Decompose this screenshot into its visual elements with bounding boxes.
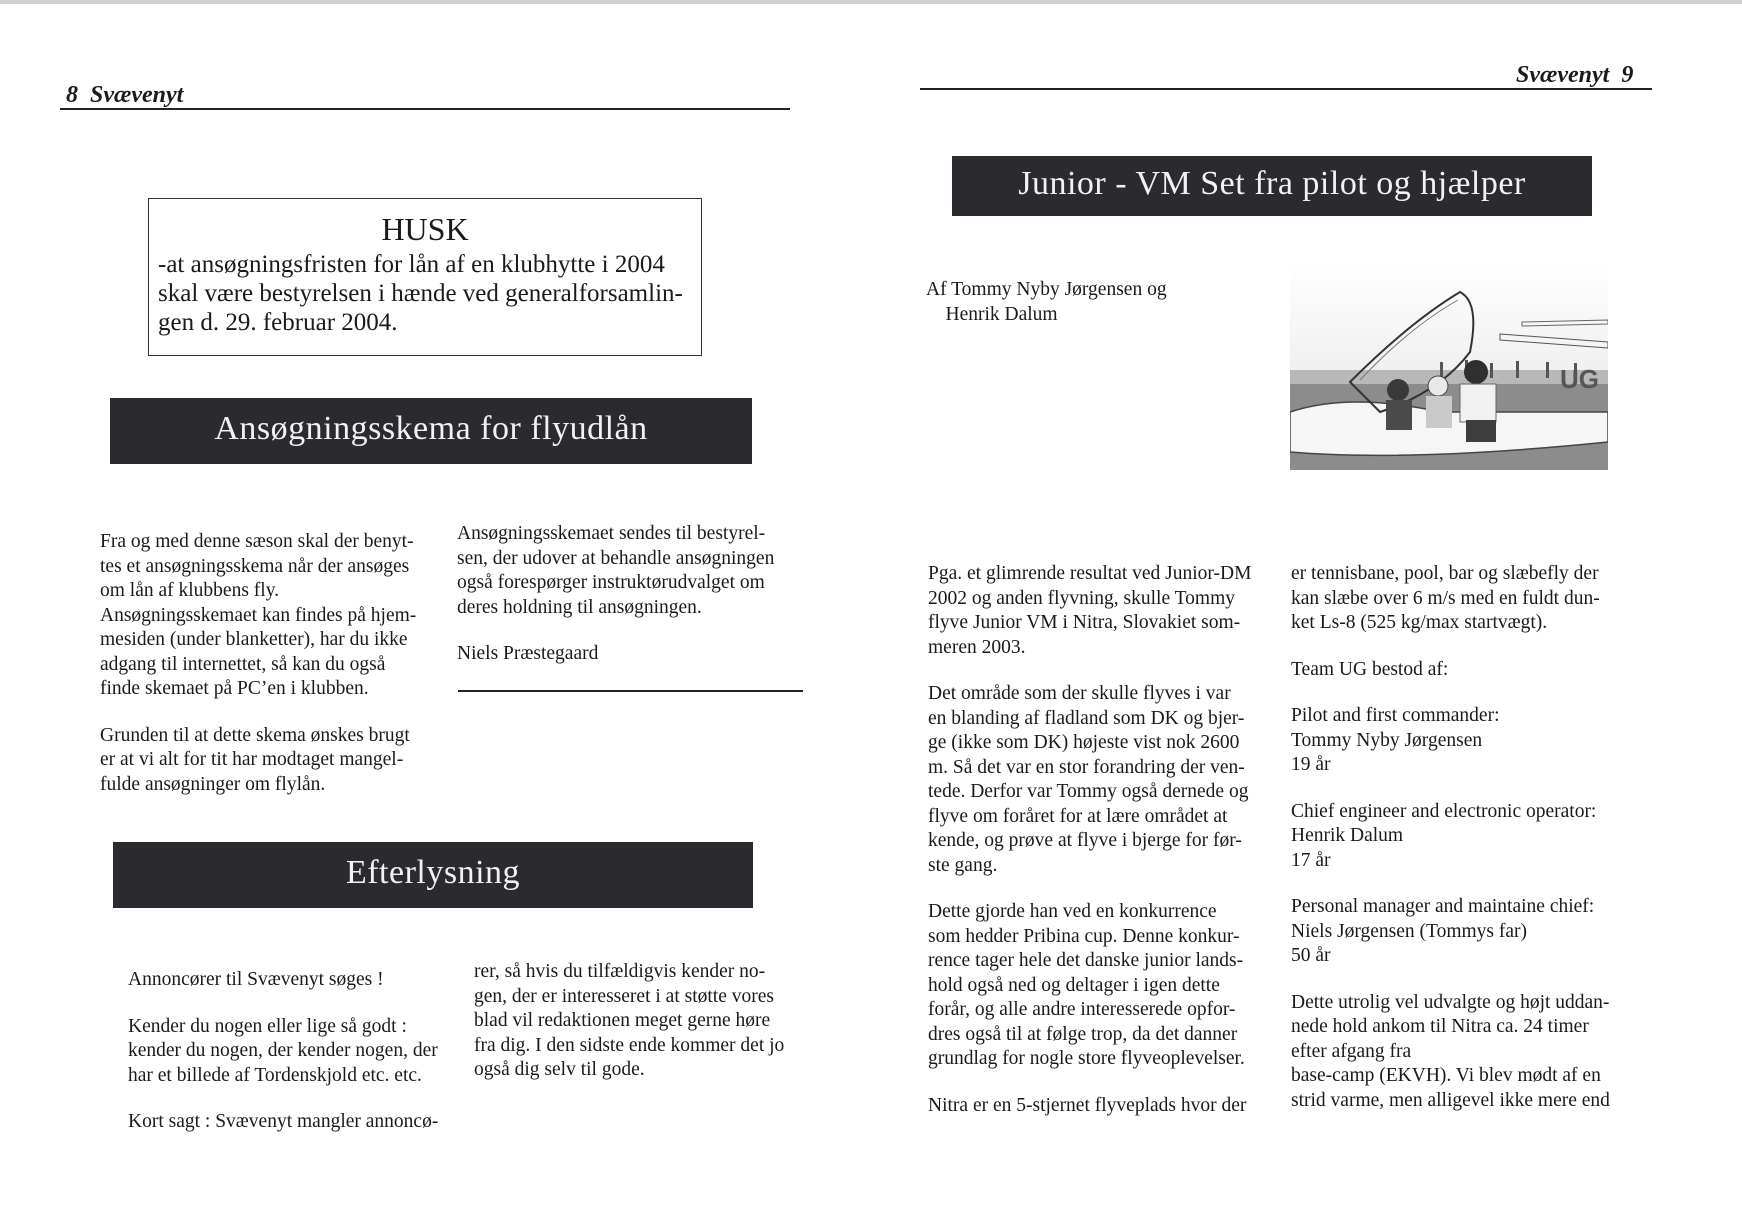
section-banner-efterlysning [113,842,753,908]
efterlysning-column-2 [474,960,824,1105]
team-member-pilot: Pilot and first commander: Tommy Nyby Jørgensen 19 år [1291,705,1500,775]
photo-tail-letters: UG [1560,364,1599,394]
efterlysning-column-1 [128,968,478,1157]
husk-box [148,198,702,356]
flyudlaan-column-2 [457,522,807,689]
left-magazine-name: Svævenyt [90,82,184,108]
paragraph: Dette gjorde han ved en konkurrence som hedder Pribina cup. Denne konkur- rence tager hele det danske junior lands- hold også ned og deltager i igen dette forår, og alle andre interesserede opfor- dres også til at følge trop, da det danner grundlag for nogle store flyveoplevelser. [928,901,1245,1069]
paragraph: Pga. et glimrende resultat ved Junior-DM 2002 og anden flyvning, skulle Tommy flyve Junior VM i Nitra, Slovakiet som- meren 2003. [928,563,1252,658]
paragraph: Dette utrolig vel udvalgte og højt uddan- nede hold ankom til Nitra ca. 24 timer efter afgang fra base-camp (EKVH). Vi blev mødt af en strid varme, men alligevel ikke mere end [1291,991,1610,1111]
right-header-rule [920,88,1652,90]
husk-body: -at ansøgningsfristen for lån af en klubhytte i 2004 skal være bestyrelsen i hænde ved generalforsamlin- gen d. 29. februar 2004. [158,251,683,336]
article-column-1 [928,562,1288,1140]
byline: Af Tommy Nyby Jørgensen og Henrik Dalum [926,279,1167,325]
left-header-rule [60,108,790,110]
paragraph: Ansøgningsskemaet sendes til bestyrel- sen, der udover at behandle ansøgningen også forespørger instruktørudvalget om deres holdning til ansøgningen. [457,523,775,618]
left-page-number: 8 [66,82,78,108]
flyudlaan-column-1 [100,530,450,819]
photo-svg [1290,262,1608,470]
article-title: Junior - VM Set fra pilot og hjælper [1018,165,1526,202]
article-column-2 [1291,562,1671,1135]
right-page-header [1516,62,1633,89]
husk-title: HUSK [381,211,469,247]
author-signature: Niels Præstegaard [457,643,599,664]
column-end-rule [458,690,803,692]
left-page-header [66,82,183,109]
team-member-engineer: Chief engineer and electronic operator: Henrik Dalum 17 år [1291,800,1597,871]
paragraph: Det område som der skulle flyves i var en blanding af fladland som DK og bjer- ge (ikke som DK) højeste vist nok 2600 m. Så det var en stor forandring der ven- tede. Derfor var Tommy også dernede og flyve om foråret for at lære området at kende, og prøve at flyve i bjerge for før- ste gang. [928,683,1249,876]
paragraph: rer, så hvis du tilfældigvis kender no- gen, der er interesseret i at støtte vores blad vil redaktionen meget gerne høre fra dig. I den sidste ende kommer det jo også dig selv til gode. [474,961,785,1080]
article-title-banner [952,156,1592,216]
paragraph: Kort sagt : Svævenyt mangler annoncø- [128,1111,439,1132]
glider-team-photo [1290,262,1608,470]
section-banner-flyudlaan [110,398,752,464]
section-title-flyudlaan: Ansøgningsskema for flyudlån [214,410,648,447]
paragraph: Nitra er en 5-stjernet flyveplads hvor der [928,1094,1247,1116]
paragraph: Annoncører til Svævenyt søges ! [128,969,384,990]
right-magazine-name: Svævenyt [1516,62,1610,88]
paragraph: Fra og med denne sæson skal der benyt- tes et ansøgningsskema når der ansøges om lån af klubbens fly. Ansøgningsskemaet kan findes på hjem- mesiden (under blanketter), har du ikke adgang til internettet, så kan du også finde skemaet på PC’en i klubben. [100,531,417,699]
right-page-number: 9 [1621,62,1634,88]
paragraph: er tennisbane, pool, bar og slæbefly der kan slæbe over 6 m/s med en fuldt dun- ket Ls-8 (525 kg/max startvægt). [1291,563,1600,633]
paragraph: Grunden til at dette skema ønskes brugt er at vi alt for tit har modtaget mangel- fulde ansøgninger om flylån. [100,724,410,795]
scan-edge [0,0,1742,4]
section-title-efterlysning: Efterlysning [345,854,521,891]
paragraph: Team UG bestod af: [1291,658,1449,680]
team-member-manager: Personal manager and maintaine chief: Niels Jørgensen (Tommys far) 50 år [1291,896,1595,966]
paragraph: Kender du nogen eller lige så godt : kender du nogen, der kender nogen, der har et billede af Tordenskjold etc. etc. [128,1015,438,1086]
